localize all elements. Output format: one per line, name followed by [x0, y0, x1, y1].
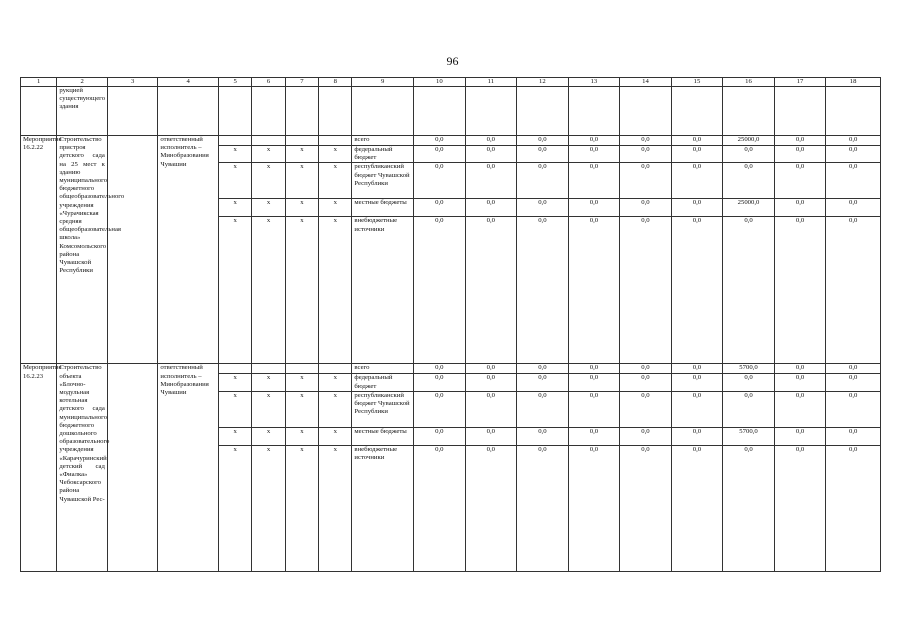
code-mark: x [285, 374, 318, 391]
column-number-13: 13 [568, 78, 620, 87]
column-number-9: 9 [352, 78, 414, 87]
table-row [21, 87, 881, 136]
column-number-row [21, 78, 881, 87]
funding-value: 0,0 [568, 364, 620, 374]
funding-value: 0,0 [723, 391, 775, 427]
funding-source: федеральный бюджет [352, 146, 414, 163]
code-mark: x [285, 163, 318, 199]
funding-value: 0,0 [517, 364, 569, 374]
funding-value: 0,0 [465, 427, 517, 445]
funding-value: 0,0 [465, 217, 517, 364]
funding-value: 0,0 [671, 427, 723, 445]
funding-value: 0,0 [465, 199, 517, 217]
measure-name: Строительство пристроя детского сада на 25 мест к зданию муниципального бюджетного общеобразовательного учреждения «Чурачикская средняя общеобразовательная школа» Комсомольского района Чувашской Республики [57, 136, 108, 364]
funding-value: 0,0 [826, 391, 881, 427]
funding-value: 0,0 [620, 136, 672, 146]
code-mark: x [319, 427, 352, 445]
column-number-18: 18 [826, 78, 881, 87]
column-number-11: 11 [465, 78, 517, 87]
code-mark: x [219, 445, 252, 571]
funding-value: 0,0 [568, 146, 620, 163]
program-table [20, 77, 881, 572]
funding-value: 0,0 [723, 217, 775, 364]
code-mark [319, 136, 352, 146]
funding-value: 0,0 [568, 391, 620, 427]
table-row [21, 364, 881, 374]
code-mark [219, 364, 252, 374]
code-mark [219, 136, 252, 146]
funding-source: республиканский бюджет Чувашской Республики [352, 163, 414, 199]
funding-value: 0,0 [826, 163, 881, 199]
funding-value: 0,0 [826, 217, 881, 364]
funding-value: 0,0 [414, 391, 466, 427]
funding-value: 0,0 [723, 445, 775, 571]
funding-value: 0,0 [671, 374, 723, 391]
column-number-16: 16 [723, 78, 775, 87]
funding-value: 0,0 [414, 374, 466, 391]
column-number-1: 1 [21, 78, 57, 87]
funding-value: 0,0 [620, 374, 672, 391]
funding-value: 0,0 [826, 374, 881, 391]
code-mark [252, 364, 285, 374]
funding-source: федеральный бюджет [352, 374, 414, 391]
funding-value: 0,0 [568, 199, 620, 217]
code-mark [285, 364, 318, 374]
funding-value: 0,0 [620, 217, 672, 364]
funding-value: 0,0 [826, 136, 881, 146]
funding-value: 5700,0 [723, 427, 775, 445]
code-mark: x [219, 199, 252, 217]
funding-value: 0,0 [465, 146, 517, 163]
code-mark: x [252, 146, 285, 163]
code-mark [319, 364, 352, 374]
code-mark: x [319, 163, 352, 199]
funding-value: 0,0 [465, 445, 517, 571]
column-number-3: 3 [107, 78, 158, 87]
code-mark: x [219, 217, 252, 364]
funding-value: 0,0 [517, 199, 569, 217]
funding-value: 0,0 [723, 146, 775, 163]
funding-value: 0,0 [568, 374, 620, 391]
funding-value: 0,0 [774, 374, 826, 391]
funding-value: 0,0 [826, 364, 881, 374]
funding-source: республиканский бюджет Чувашской Республики [352, 391, 414, 427]
funding-value: 0,0 [568, 427, 620, 445]
empty-cell [107, 136, 158, 364]
column-number-10: 10 [414, 78, 466, 87]
column-number-6: 6 [252, 78, 285, 87]
code-mark: x [252, 445, 285, 571]
code-mark: x [285, 427, 318, 445]
funding-value: 0,0 [774, 199, 826, 217]
column-number-8: 8 [319, 78, 352, 87]
code-mark: x [285, 199, 318, 217]
funding-value: 0,0 [517, 427, 569, 445]
code-mark: x [219, 427, 252, 445]
funding-value: 0,0 [414, 427, 466, 445]
funding-value: 0,0 [671, 199, 723, 217]
funding-value: 0,0 [671, 217, 723, 364]
code-mark: x [285, 391, 318, 427]
funding-value: 0,0 [620, 199, 672, 217]
column-number-2: 2 [57, 78, 108, 87]
funding-value: 0,0 [517, 445, 569, 571]
funding-value: 0,0 [826, 199, 881, 217]
funding-source: всего [352, 136, 414, 146]
funding-value: 0,0 [774, 391, 826, 427]
column-number-5: 5 [219, 78, 252, 87]
funding-source: местные бюджеты [352, 427, 414, 445]
code-mark: x [319, 217, 352, 364]
funding-value: 0,0 [517, 374, 569, 391]
funding-value: 0,0 [671, 163, 723, 199]
code-mark: x [319, 445, 352, 571]
funding-value: 0,0 [465, 391, 517, 427]
code-mark [252, 136, 285, 146]
responsible-executor: ответственный исполнитель – Минобразования Чувашии [158, 136, 219, 199]
funding-value: 0,0 [774, 217, 826, 364]
funding-value: 0,0 [414, 364, 466, 374]
code-mark: x [285, 217, 318, 364]
code-mark: x [319, 199, 352, 217]
code-mark: x [219, 391, 252, 427]
funding-value: 0,0 [517, 146, 569, 163]
funding-value: 0,0 [671, 364, 723, 374]
column-number-4: 4 [158, 78, 219, 87]
measure-name: Строительство объекта «Блочно-модульная котельная детского сада муниципального бюджетного дошкольного образовательного учреждения «Карачуринский детский сад «Фиалка» Чебоксарского района Чувашской Рес- [57, 364, 108, 571]
funding-value: 0,0 [517, 163, 569, 199]
code-mark: x [219, 163, 252, 199]
funding-source: всего [352, 364, 414, 374]
responsible-executor: ответственный исполнитель – Минобразования Чувашии [158, 364, 219, 427]
funding-value: 0,0 [774, 364, 826, 374]
funding-value: 0,0 [465, 364, 517, 374]
funding-value: 0,0 [620, 163, 672, 199]
code-mark: x [285, 445, 318, 571]
code-mark: x [252, 163, 285, 199]
code-mark: x [319, 374, 352, 391]
funding-value: 0,0 [465, 136, 517, 146]
empty-cell [158, 199, 219, 364]
funding-value: 0,0 [568, 445, 620, 571]
code-mark: x [252, 391, 285, 427]
code-mark: x [319, 391, 352, 427]
funding-value: 0,0 [414, 136, 466, 146]
funding-value: 0,0 [465, 163, 517, 199]
code-mark: x [219, 146, 252, 163]
funding-value: 0,0 [465, 374, 517, 391]
code-mark: x [252, 199, 285, 217]
funding-value: 0,0 [774, 445, 826, 571]
funding-value: 0,0 [671, 445, 723, 571]
page-number: 96 [446, 54, 459, 68]
code-mark: x [285, 146, 318, 163]
funding-value: 0,0 [568, 217, 620, 364]
funding-value: 0,0 [517, 217, 569, 364]
funding-value: 0,0 [568, 163, 620, 199]
funding-value: 0,0 [620, 146, 672, 163]
funding-value: 0,0 [517, 136, 569, 146]
funding-value: 0,0 [414, 445, 466, 571]
measure-id: Мероприятие 16.2.22 [21, 136, 57, 364]
column-number-15: 15 [671, 78, 723, 87]
code-mark: x [252, 374, 285, 391]
funding-value: 0,0 [620, 364, 672, 374]
funding-value: 0,0 [826, 427, 881, 445]
funding-value: 0,0 [517, 391, 569, 427]
funding-value: 0,0 [774, 146, 826, 163]
funding-source: внебюджетные источники [352, 445, 414, 571]
funding-value: 0,0 [826, 146, 881, 163]
funding-value: 0,0 [826, 445, 881, 571]
funding-value: 0,0 [414, 163, 466, 199]
code-mark [285, 136, 318, 146]
column-number-14: 14 [620, 78, 672, 87]
funding-value: 5700,0 [723, 364, 775, 374]
column-number-17: 17 [774, 78, 826, 87]
funding-value: 0,0 [671, 391, 723, 427]
funding-value: 0,0 [671, 146, 723, 163]
funding-source: внебюджетные источники [352, 217, 414, 364]
column-number-12: 12 [517, 78, 569, 87]
empty-cell [158, 427, 219, 571]
funding-value: 0,0 [620, 427, 672, 445]
funding-value: 0,0 [774, 136, 826, 146]
funding-value: 0,0 [723, 374, 775, 391]
funding-value: 0,0 [774, 427, 826, 445]
code-mark: x [252, 217, 285, 364]
funding-value: 0,0 [723, 163, 775, 199]
funding-value: 0,0 [671, 136, 723, 146]
code-mark: x [219, 374, 252, 391]
column-number-7: 7 [285, 78, 318, 87]
table-row [21, 136, 881, 146]
funding-value: 25000,0 [723, 199, 775, 217]
code-mark: x [319, 146, 352, 163]
continued-object-name: рукцией существующего здания [57, 87, 108, 136]
empty-cell [107, 364, 158, 571]
code-mark: x [252, 427, 285, 445]
funding-value: 0,0 [774, 163, 826, 199]
funding-source: местные бюджеты [352, 199, 414, 217]
funding-value: 0,0 [620, 391, 672, 427]
funding-value: 0,0 [414, 217, 466, 364]
funding-value: 0,0 [414, 199, 466, 217]
funding-value: 0,0 [568, 136, 620, 146]
funding-value: 0,0 [620, 445, 672, 571]
funding-value: 25000,0 [723, 136, 775, 146]
funding-value: 0,0 [414, 146, 466, 163]
measure-id: Мероприятие 16.2.23 [21, 364, 57, 571]
